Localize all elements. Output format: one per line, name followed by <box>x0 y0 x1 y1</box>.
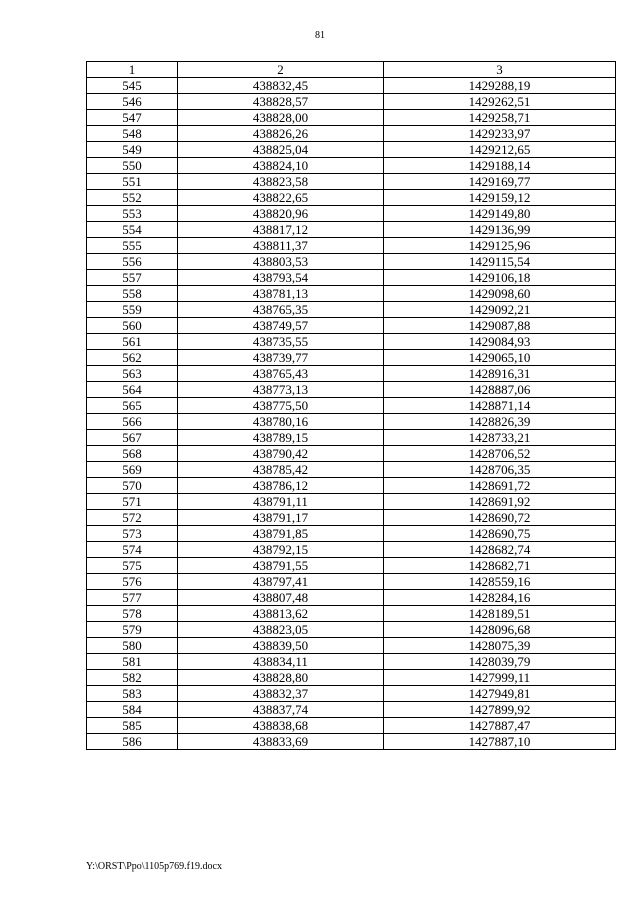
point-number-cell: 586 <box>87 734 178 750</box>
point-number-cell: 549 <box>87 142 178 158</box>
x-coordinate-cell: 438775,50 <box>178 398 384 414</box>
table-row <box>87 446 616 462</box>
y-coordinate-cell: 1428916,31 <box>384 366 616 382</box>
x-coordinate-cell: 438825,04 <box>178 142 384 158</box>
table-row <box>87 702 616 718</box>
point-number-cell: 578 <box>87 606 178 622</box>
table-row <box>87 126 616 142</box>
y-coordinate-cell: 1428559,16 <box>384 574 616 590</box>
table-header-row <box>87 62 616 78</box>
table-row <box>87 270 616 286</box>
table-row <box>87 254 616 270</box>
point-number-cell: 579 <box>87 622 178 638</box>
table-row <box>87 142 616 158</box>
y-coordinate-cell: 1428733,21 <box>384 430 616 446</box>
table-row <box>87 318 616 334</box>
y-coordinate-cell: 1428691,92 <box>384 494 616 510</box>
table-row <box>87 238 616 254</box>
x-coordinate-cell: 438803,53 <box>178 254 384 270</box>
point-number-cell: 555 <box>87 238 178 254</box>
x-coordinate-cell: 438780,16 <box>178 414 384 430</box>
table-row <box>87 606 616 622</box>
point-number-cell: 573 <box>87 526 178 542</box>
x-coordinate-cell: 438791,85 <box>178 526 384 542</box>
x-coordinate-cell: 438828,57 <box>178 94 384 110</box>
column-header: 3 <box>384 62 616 78</box>
x-coordinate-cell: 438828,00 <box>178 110 384 126</box>
table-row <box>87 558 616 574</box>
y-coordinate-cell: 1428284,16 <box>384 590 616 606</box>
table-row <box>87 158 616 174</box>
x-coordinate-cell: 438822,65 <box>178 190 384 206</box>
table-row <box>87 510 616 526</box>
x-coordinate-cell: 438823,58 <box>178 174 384 190</box>
x-coordinate-cell: 438790,42 <box>178 446 384 462</box>
y-coordinate-cell: 1429288,19 <box>384 78 616 94</box>
table-row <box>87 638 616 654</box>
y-coordinate-cell: 1428039,79 <box>384 654 616 670</box>
point-number-cell: 561 <box>87 334 178 350</box>
y-coordinate-cell: 1428691,72 <box>384 478 616 494</box>
x-coordinate-cell: 438811,37 <box>178 238 384 254</box>
point-number-cell: 565 <box>87 398 178 414</box>
column-header: 1 <box>87 62 178 78</box>
point-number-cell: 547 <box>87 110 178 126</box>
table-row <box>87 590 616 606</box>
x-coordinate-cell: 438832,37 <box>178 686 384 702</box>
x-coordinate-cell: 438797,41 <box>178 574 384 590</box>
column-header: 2 <box>178 62 384 78</box>
x-coordinate-cell: 438791,17 <box>178 510 384 526</box>
table-row <box>87 94 616 110</box>
point-number-cell: 552 <box>87 190 178 206</box>
point-number-cell: 571 <box>87 494 178 510</box>
point-number-cell: 548 <box>87 126 178 142</box>
point-number-cell: 569 <box>87 462 178 478</box>
x-coordinate-cell: 438791,11 <box>178 494 384 510</box>
point-number-cell: 585 <box>87 718 178 734</box>
table-row <box>87 542 616 558</box>
y-coordinate-cell: 1429087,88 <box>384 318 616 334</box>
y-coordinate-cell: 1429115,54 <box>384 254 616 270</box>
x-coordinate-cell: 438749,57 <box>178 318 384 334</box>
x-coordinate-cell: 438792,15 <box>178 542 384 558</box>
point-number-cell: 581 <box>87 654 178 670</box>
point-number-cell: 574 <box>87 542 178 558</box>
table-row <box>87 734 616 750</box>
y-coordinate-cell: 1429098,60 <box>384 286 616 302</box>
x-coordinate-cell: 438791,55 <box>178 558 384 574</box>
point-number-cell: 563 <box>87 366 178 382</box>
point-number-cell: 577 <box>87 590 178 606</box>
table-row <box>87 494 616 510</box>
x-coordinate-cell: 438817,12 <box>178 222 384 238</box>
table-row <box>87 206 616 222</box>
point-number-cell: 567 <box>87 430 178 446</box>
x-coordinate-cell: 438786,12 <box>178 478 384 494</box>
x-coordinate-cell: 438823,05 <box>178 622 384 638</box>
point-number-cell: 553 <box>87 206 178 222</box>
point-number-cell: 562 <box>87 350 178 366</box>
point-number-cell: 550 <box>87 158 178 174</box>
x-coordinate-cell: 438735,55 <box>178 334 384 350</box>
y-coordinate-cell: 1428189,51 <box>384 606 616 622</box>
x-coordinate-cell: 438828,80 <box>178 670 384 686</box>
y-coordinate-cell: 1428887,06 <box>384 382 616 398</box>
table-row <box>87 190 616 206</box>
x-coordinate-cell: 438739,77 <box>178 350 384 366</box>
x-coordinate-cell: 438807,48 <box>178 590 384 606</box>
point-number-cell: 558 <box>87 286 178 302</box>
page-number: 81 <box>315 30 325 41</box>
point-number-cell: 572 <box>87 510 178 526</box>
x-coordinate-cell: 438838,68 <box>178 718 384 734</box>
table-row <box>87 686 616 702</box>
y-coordinate-cell: 1429258,71 <box>384 110 616 126</box>
point-number-cell: 560 <box>87 318 178 334</box>
y-coordinate-cell: 1427887,10 <box>384 734 616 750</box>
y-coordinate-cell: 1427999,11 <box>384 670 616 686</box>
point-number-cell: 568 <box>87 446 178 462</box>
point-number-cell: 546 <box>87 94 178 110</box>
table-row <box>87 174 616 190</box>
table-row <box>87 670 616 686</box>
table-row <box>87 110 616 126</box>
x-coordinate-cell: 438837,74 <box>178 702 384 718</box>
y-coordinate-cell: 1429212,65 <box>384 142 616 158</box>
y-coordinate-cell: 1429084,93 <box>384 334 616 350</box>
table-row <box>87 286 616 302</box>
point-number-cell: 566 <box>87 414 178 430</box>
x-coordinate-cell: 438793,54 <box>178 270 384 286</box>
y-coordinate-cell: 1429092,21 <box>384 302 616 318</box>
x-coordinate-cell: 438824,10 <box>178 158 384 174</box>
y-coordinate-cell: 1429169,77 <box>384 174 616 190</box>
y-coordinate-cell: 1428706,52 <box>384 446 616 462</box>
table-row <box>87 478 616 494</box>
table-row <box>87 430 616 446</box>
y-coordinate-cell: 1428871,14 <box>384 398 616 414</box>
table-row <box>87 654 616 670</box>
table-row <box>87 350 616 366</box>
point-number-cell: 559 <box>87 302 178 318</box>
y-coordinate-cell: 1429136,99 <box>384 222 616 238</box>
y-coordinate-cell: 1429149,80 <box>384 206 616 222</box>
x-coordinate-cell: 438833,69 <box>178 734 384 750</box>
point-number-cell: 580 <box>87 638 178 654</box>
x-coordinate-cell: 438839,50 <box>178 638 384 654</box>
x-coordinate-cell: 438785,42 <box>178 462 384 478</box>
x-coordinate-cell: 438820,96 <box>178 206 384 222</box>
y-coordinate-cell: 1428690,72 <box>384 510 616 526</box>
y-coordinate-cell: 1428075,39 <box>384 638 616 654</box>
point-number-cell: 556 <box>87 254 178 270</box>
table-row <box>87 302 616 318</box>
table-body <box>87 78 616 750</box>
x-coordinate-cell: 438832,45 <box>178 78 384 94</box>
point-number-cell: 575 <box>87 558 178 574</box>
y-coordinate-cell: 1429106,18 <box>384 270 616 286</box>
point-number-cell: 554 <box>87 222 178 238</box>
point-number-cell: 570 <box>87 478 178 494</box>
y-coordinate-cell: 1428682,71 <box>384 558 616 574</box>
table-row <box>87 622 616 638</box>
y-coordinate-cell: 1429233,97 <box>384 126 616 142</box>
y-coordinate-cell: 1428826,39 <box>384 414 616 430</box>
x-coordinate-cell: 438834,11 <box>178 654 384 670</box>
x-coordinate-cell: 438781,13 <box>178 286 384 302</box>
x-coordinate-cell: 438765,35 <box>178 302 384 318</box>
x-coordinate-cell: 438765,43 <box>178 366 384 382</box>
table-row <box>87 382 616 398</box>
point-number-cell: 545 <box>87 78 178 94</box>
x-coordinate-cell: 438826,26 <box>178 126 384 142</box>
y-coordinate-cell: 1428690,75 <box>384 526 616 542</box>
table-row <box>87 718 616 734</box>
table-row <box>87 414 616 430</box>
x-coordinate-cell: 438789,15 <box>178 430 384 446</box>
footer-file-path: Y:\ORST\Ppo\1105p769.f19.docx <box>86 861 222 872</box>
y-coordinate-cell: 1427949,81 <box>384 686 616 702</box>
table-row <box>87 222 616 238</box>
y-coordinate-cell: 1428096,68 <box>384 622 616 638</box>
point-number-cell: 584 <box>87 702 178 718</box>
point-number-cell: 576 <box>87 574 178 590</box>
y-coordinate-cell: 1429125,96 <box>384 238 616 254</box>
y-coordinate-cell: 1427887,47 <box>384 718 616 734</box>
point-number-cell: 564 <box>87 382 178 398</box>
table-row <box>87 574 616 590</box>
point-number-cell: 583 <box>87 686 178 702</box>
y-coordinate-cell: 1427899,92 <box>384 702 616 718</box>
table-row <box>87 462 616 478</box>
y-coordinate-cell: 1429065,10 <box>384 350 616 366</box>
table-row <box>87 78 616 94</box>
table-row <box>87 366 616 382</box>
table-row <box>87 526 616 542</box>
point-number-cell: 582 <box>87 670 178 686</box>
coordinates-table <box>86 61 616 750</box>
x-coordinate-cell: 438773,13 <box>178 382 384 398</box>
point-number-cell: 551 <box>87 174 178 190</box>
y-coordinate-cell: 1429159,12 <box>384 190 616 206</box>
y-coordinate-cell: 1429188,14 <box>384 158 616 174</box>
y-coordinate-cell: 1429262,51 <box>384 94 616 110</box>
point-number-cell: 557 <box>87 270 178 286</box>
x-coordinate-cell: 438813,62 <box>178 606 384 622</box>
y-coordinate-cell: 1428682,74 <box>384 542 616 558</box>
y-coordinate-cell: 1428706,35 <box>384 462 616 478</box>
table-row <box>87 334 616 350</box>
table-row <box>87 398 616 414</box>
